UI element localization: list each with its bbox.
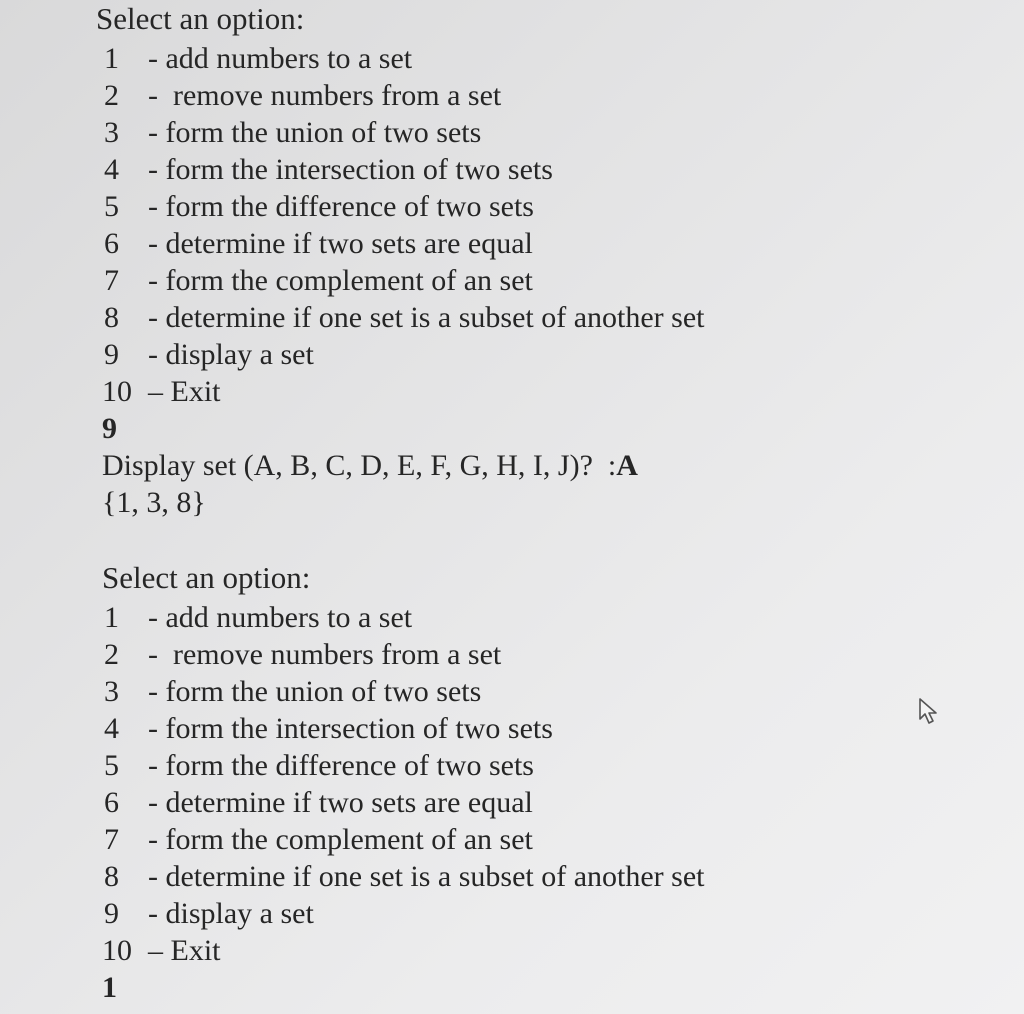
option-number: 2 <box>104 638 119 671</box>
option-number: 4 <box>104 153 119 186</box>
option-label: - determine if two sets are equal <box>148 786 533 819</box>
option-label: - add numbers to a set <box>148 42 413 75</box>
menu-option-5 <box>96 188 996 225</box>
option-label: - form the union of two sets <box>148 116 482 149</box>
option-label: - form the intersection of two sets <box>148 712 553 745</box>
option-number: 8 <box>104 860 119 893</box>
menu-title: Select an option: <box>102 560 311 595</box>
option-number: 9 <box>104 338 119 371</box>
user-choice: 9 <box>102 412 117 445</box>
menu-option-2 <box>96 77 996 114</box>
option-number: 4 <box>104 712 119 745</box>
menu-option-10 <box>96 932 996 969</box>
option-label: - determine if two sets are equal <box>148 227 533 260</box>
menu-option-3 <box>96 673 996 710</box>
menu-option-5 <box>96 747 996 784</box>
option-number: 10 <box>102 375 132 408</box>
menu-option-1 <box>96 40 996 77</box>
menu-option-7 <box>96 262 996 299</box>
menu-option-4 <box>96 710 996 747</box>
option-number: 2 <box>104 79 119 112</box>
menu-option-1 <box>96 599 996 636</box>
option-number: 1 <box>104 42 119 75</box>
menu-option-9 <box>96 336 996 373</box>
menu-option-9 <box>96 895 996 932</box>
console-output <box>96 0 996 1006</box>
option-label: - remove numbers from a set <box>148 79 502 112</box>
option-number: 3 <box>104 116 119 149</box>
option-label: - display a set <box>148 897 314 930</box>
option-label: - add numbers to a set <box>148 601 413 634</box>
option-label: - display a set <box>148 338 314 371</box>
option-number: 1 <box>104 601 119 634</box>
option-number: 5 <box>104 749 119 782</box>
option-label: - form the complement of an set <box>148 264 533 297</box>
option-label: - form the intersection of two sets <box>148 153 553 186</box>
menu-option-6 <box>96 225 996 262</box>
menu-option-2 <box>96 636 996 673</box>
menu-option-8 <box>96 299 996 336</box>
menu-option-7 <box>96 821 996 858</box>
option-label: - form the difference of two sets <box>148 749 534 782</box>
blank-line <box>96 521 996 559</box>
option-label: – Exit <box>148 934 221 967</box>
option-number: 3 <box>104 675 119 708</box>
option-label: – Exit <box>148 375 221 408</box>
set-result: {1, 3, 8} <box>102 486 206 519</box>
option-number: 8 <box>104 301 119 334</box>
user-choice: 1 <box>102 971 117 1004</box>
menu-option-3 <box>96 114 996 151</box>
option-label: - remove numbers from a set <box>148 638 502 671</box>
display-prompt <box>96 447 996 484</box>
option-number: 6 <box>104 227 119 260</box>
option-number: 5 <box>104 190 119 223</box>
menu-option-8 <box>96 858 996 895</box>
option-label: - form the complement of an set <box>148 823 533 856</box>
option-number: 9 <box>104 897 119 930</box>
option-number: 6 <box>104 786 119 819</box>
option-label: - determine if one set is a subset of another set <box>148 860 705 893</box>
option-number: 7 <box>104 264 119 297</box>
menu-title: Select an option: <box>96 1 305 36</box>
option-label: - determine if one set is a subset of another set <box>148 301 705 334</box>
option-number: 10 <box>102 934 132 967</box>
option-label: - form the union of two sets <box>148 675 482 708</box>
menu-option-10 <box>96 373 996 410</box>
prompt-text: Display set (A, B, C, D, E, F, G, H, I, J)? : <box>102 449 617 482</box>
option-label: - form the difference of two sets <box>148 190 534 223</box>
option-number: 7 <box>104 823 119 856</box>
arrow-pointer-icon <box>918 697 944 725</box>
prompt-answer: A <box>616 449 638 482</box>
menu-option-4 <box>96 151 996 188</box>
menu-option-6 <box>96 784 996 821</box>
